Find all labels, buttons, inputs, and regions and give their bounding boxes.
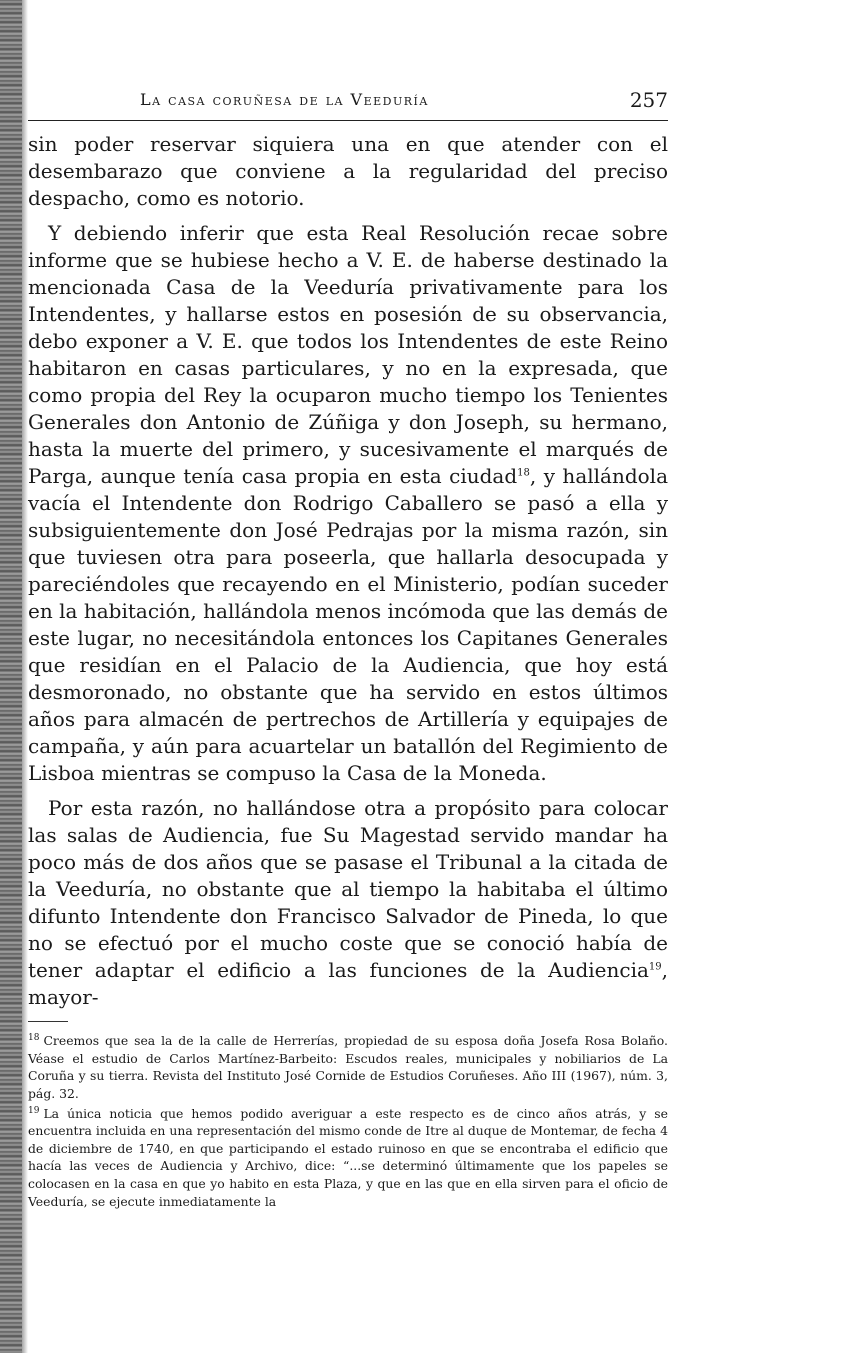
footnote-ref-18: 18 — [517, 467, 530, 479]
footnote-mark-19: 19 — [28, 1105, 40, 1116]
paragraph-2 — [28, 220, 668, 787]
footnote-19 — [28, 1103, 668, 1211]
footnote-text-18: Creemos que sea la de la calle de Herrerías, propiedad de su esposa doña Josefa Rosa Bolaño. Véase el estudio de Carlos Martínez-Barbeito: Escudos reales, municipales y nobiliarios de La Coruña y su tierra. Revista del Instituto José Cornide de Estudios Coruñeses. Año III (1967), núm. 3, pág. 32. — [28, 1033, 668, 1101]
footnote-divider — [28, 1021, 68, 1022]
page-binding-edge — [0, 0, 22, 1353]
body-text — [28, 131, 668, 1011]
page-number: 257 — [629, 88, 668, 112]
paragraph-1-text: sin poder reservar siquiera una en que atender con el desembarazo que conviene a la regularidad del preciso despacho, como es notorio. — [28, 132, 668, 210]
footnote-text-19: La única noticia que hemos podido averiguar a este respecto es de cinco años atrás, y se encuentra incluida en una representación del mismo conde de Itre al duque de Montemar, de fecha 4 de diciembre de 1740, en que participando el estado ruinoso en que se encontraba el edificio que hacía las veces de Audiencia y Archivo, dice: “...se determinó últimamente que los papeles se colocasen en la casa en que yo habito en esta Plaza, y que en las que en ella sirven para el oficio de Veeduría, se ejecute inmediatamente la — [28, 1105, 668, 1209]
paragraph-2-text-a: Y debiendo inferir que esta Real Resolución recae sobre informe que se hubiese hecho a V. E. de haberse destinado la mencionada Casa de la Veeduría privativamente para los Intendentes, y hallarse estos en posesión de su observancia, debo exponer a V. E. que todos los Intendentes de este Reino habitaron en casas particulares, y no en la expresada, que como propia del Rey la ocuparon mucho tiempo los Tenientes Generales don Antonio de Zúñiga y don Joseph, su hermano, hasta la muerte del primero, y sucesivamente el marqués de Parga, aunque tenía casa propia en esta ciudad — [28, 221, 668, 488]
paragraph-2-text-b: , y hallándola vacía el Intendente don Rodrigo Caballero se pasó a ella y subsiguientemente don José Pedrajas por la misma razón, sin que tuviesen otra para poseerla, que hallarla desocupada y pareciéndoles que recayendo en el Ministerio, podían suceder en la habitación, hallándola menos incómoda que las demás de este lugar, no necesitándola entonces los Capitanes Generales que residían en el Palacio de la Audiencia, que hoy está desmoronado, no obstante que ha servido en estos últimos años para almacén de pertrechos de Artillería y equipajes de campaña, y aún para acuartelar un batallón del Regimiento de Lisboa mientras se compuso la Casa de la Moneda. — [28, 464, 669, 785]
footnote-mark-18: 18 — [28, 1033, 40, 1043]
footnote-18 — [28, 1030, 668, 1103]
running-title: La casa coruñesa de la Veeduría — [140, 90, 429, 109]
footnote-ref-19: 19 — [648, 961, 662, 973]
paragraph-3-text-b: , mayor- — [28, 958, 668, 1009]
footnotes — [28, 1030, 668, 1210]
paragraph-1 — [28, 131, 668, 212]
running-header — [28, 86, 668, 121]
paragraph-3-text-a: Por esta razón, no hallándose otra a propósito para colocar las salas de Audiencia, fue Su Magestad servido mandar ha poco más de dos años que se pasase el Tribunal a la citada de la Veeduría, no obstante que al tiempo la habitaba el último difunto Intendente don Francisco Salvador de Pineda, lo que no se efectuó por el mucho coste que se conoció había de tener adaptar el edificio a las funciones de la Audiencia — [28, 796, 668, 982]
book-page — [28, 86, 668, 1210]
paragraph-3 — [28, 795, 668, 1011]
